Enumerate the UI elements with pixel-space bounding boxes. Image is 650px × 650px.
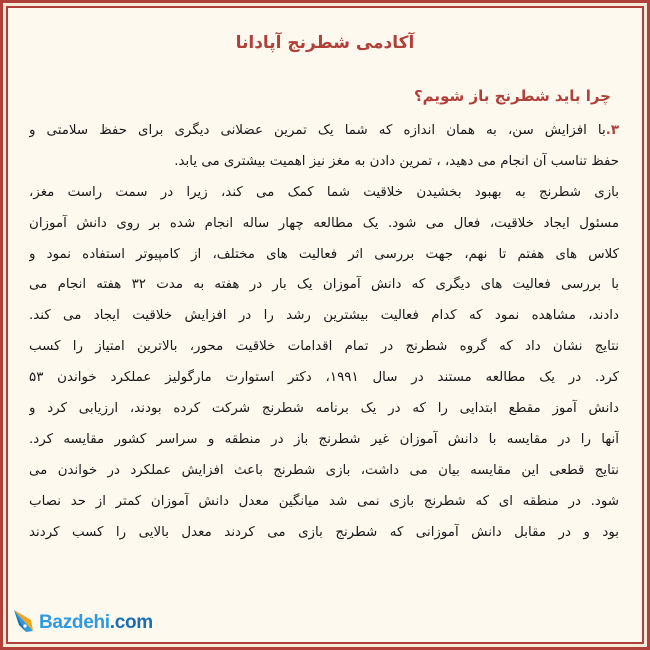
paragraph-line: بود و در مقابل دانش آموزانی که شطرنج بازی می کردند معدل بالایی را کسب کردند (29, 524, 619, 540)
paragraph-line: شود. در منطقه ای که شطرنج بازی نمی شد میانگین معدل دانش آموزان کمتر از حد نصاب (29, 493, 619, 509)
pen-nib-icon (11, 607, 37, 639)
paragraph-line: با بررسی فعالیت های دیگری که دانش آموزان یک بار در هفته به مدت ۳۲ هفته انجام می (29, 277, 619, 293)
paragraph-line: دادند، مشاهده نمود که کدام فعالیت بیشترین رشد را در افزایش خلاقیت ایجاد می کند. (29, 308, 619, 324)
watermark-logo (11, 607, 153, 639)
paragraph-line: دانش آموز مقطع ابتدایی را که در یک برنامه شطرنج شرکت کرده بودند، ارزیابی کرد و (29, 401, 619, 417)
paragraph-line: نتایج قطعی این مقایسه بیان می داشت، بازی شطرنج باعث افزایش عملکرد در خواندن می (29, 462, 619, 478)
paragraph-line: ۳.با افزایش سن، به همان اندازه که شما یک تمرین عضلانی دیگری برای حفظ سلامتی و (29, 123, 619, 138)
paragraph-line: کلاس های هفتم تا نهم، جهت بررسی اثر فعالیت های مختلف، از کامپیوتر استفاده نمود و (29, 246, 619, 262)
paragraph-line: آنها را در مقایسه با دانش آموزان غیر شطرنج باز در منطقه و سراسر کشور مقایسه کرد. (29, 431, 619, 447)
section-heading: چرا باید شطرنج باز شویم؟ (413, 87, 611, 105)
watermark-text: Bazdehi.com (39, 612, 153, 633)
paragraph-line: حفظ تناسب آن انجام می دهید، ، تمرین دادن به مغز نیز اهمیت بیشتری می یابد. (174, 153, 619, 169)
paragraph-line: نتایج نشان داد که گروه شطرنج در تمام اقدامات خلاقیت محور، بالاترین امتیاز را کسب (29, 339, 619, 355)
page-title: آکادمی شطرنج آپادانا (235, 33, 415, 53)
paragraph-line: کرد. در یک مطالعه مستند در سال ۱۹۹۱، دکتر استوارت مارگولیز عملکرد خواندن ۵۳ (29, 370, 619, 386)
article-body (29, 116, 619, 548)
paragraph-line: بازی شطرنج به بهبود بخشیدن خلاقیت شما کمک می کند، زیرا در سمت راست مغز، (29, 184, 619, 200)
paragraph-line: مسئول ایجاد خلاقیت، فعال می شود. یک مطالعه چهار ساله انجام شده بر روی دانش آموزان (29, 215, 619, 231)
item-number: ۳. (605, 123, 619, 138)
